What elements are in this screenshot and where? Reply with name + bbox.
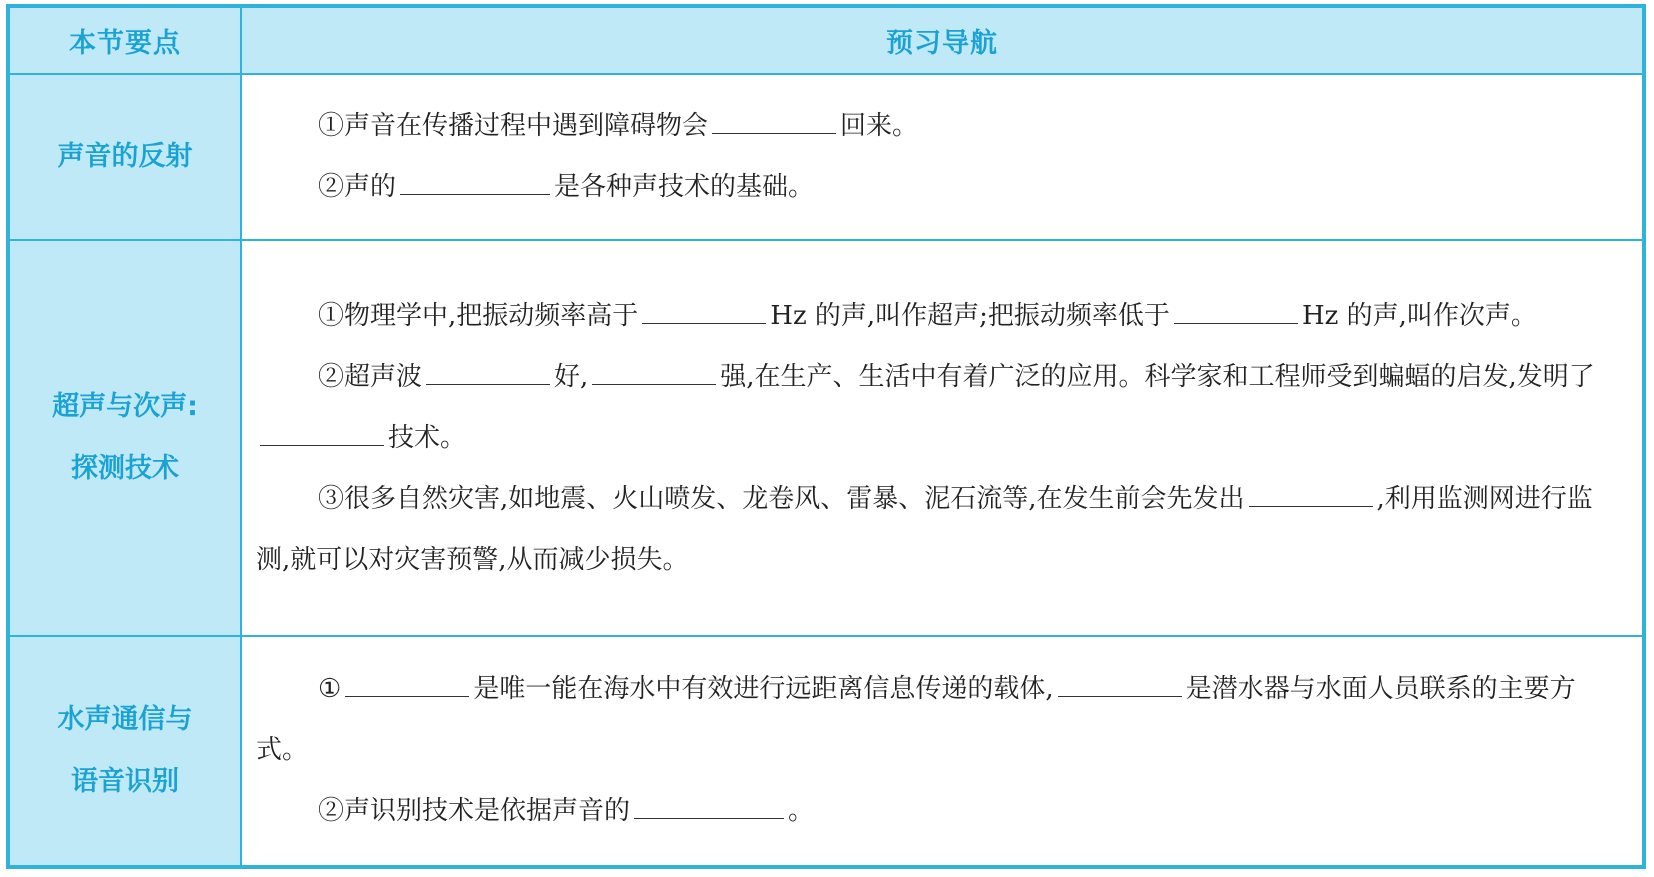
item-text: Hz 的声,叫作次声。 [1301, 300, 1537, 331]
section-title-line: 语音识别 [71, 765, 179, 797]
item-text: ①声音在传播过程中遇到障碍物会 [318, 110, 709, 141]
item-text: ① [318, 674, 342, 705]
item-text: Hz 的声,叫作超声;把振动频率低于 [770, 300, 1170, 331]
fill-blank[interactable] [592, 358, 716, 385]
item-text: 是各种声技术的基础。 [554, 171, 815, 202]
section-content [241, 636, 1643, 866]
item-line [256, 157, 1624, 218]
section-title-line: 超声与次声: [52, 391, 198, 423]
item-text: ,利用监测网进行监测,就可以对灾害预警,从而减少损失。 [256, 483, 1593, 575]
preview-table [6, 4, 1646, 869]
fill-blank[interactable] [260, 419, 384, 446]
item-line [256, 469, 1624, 591]
fill-blank[interactable] [1058, 670, 1182, 697]
fill-blank[interactable] [1249, 480, 1373, 507]
item-text: 。 [788, 796, 815, 827]
section-row [9, 240, 1643, 636]
item-text: ③很多自然灾害,如地震、火山喷发、龙卷风、雷暴、泥石流等,在发生前会先发出 [318, 483, 1245, 514]
section-title [9, 636, 241, 866]
header-row [9, 7, 1643, 74]
fill-blank[interactable] [642, 297, 766, 324]
item-text: ①物理学中,把振动频率高于 [318, 300, 639, 331]
section-title-line: 水声通信与 [57, 703, 193, 735]
header-key-points: 本节要点 [9, 7, 241, 74]
item-line [256, 347, 1624, 469]
fill-blank[interactable] [712, 107, 836, 134]
item-text: ②超声波 [318, 361, 423, 392]
section-title [9, 74, 241, 241]
item-line [256, 96, 1624, 157]
item-text: ②声的 [318, 171, 397, 202]
item-text: 是唯一能在海水中有效进行远距离信息传递的载体, [473, 674, 1054, 705]
item-text: 技术。 [388, 422, 467, 453]
section-title-line: 声音的反射 [57, 140, 193, 172]
fill-blank[interactable] [634, 792, 784, 819]
item-text: 回来。 [840, 110, 919, 141]
item-text: ②声识别技术是依据声音的 [318, 796, 631, 827]
item-text: 是潜水器与水面人员联系的主要方式。 [256, 674, 1576, 766]
guide-table [8, 6, 1644, 867]
fill-blank[interactable] [400, 168, 550, 195]
section-content [241, 74, 1643, 241]
item-line [256, 286, 1624, 347]
section-content [241, 240, 1643, 636]
item-line [256, 781, 1624, 842]
fill-blank[interactable] [1174, 297, 1298, 324]
section-row [9, 74, 1643, 241]
section-row [9, 636, 1643, 866]
section-title-line: 探测技术 [71, 453, 179, 485]
header-preview-guide: 预习导航 [241, 7, 1643, 74]
item-text: 强,在生产、生活中有着广泛的应用。科学家和工程师受到蝙蝠的启发,发明了 [720, 361, 1595, 392]
item-line [256, 659, 1624, 781]
fill-blank[interactable] [426, 358, 550, 385]
item-text: 好, [554, 361, 589, 392]
section-title [9, 240, 241, 636]
fill-blank[interactable] [345, 670, 469, 697]
